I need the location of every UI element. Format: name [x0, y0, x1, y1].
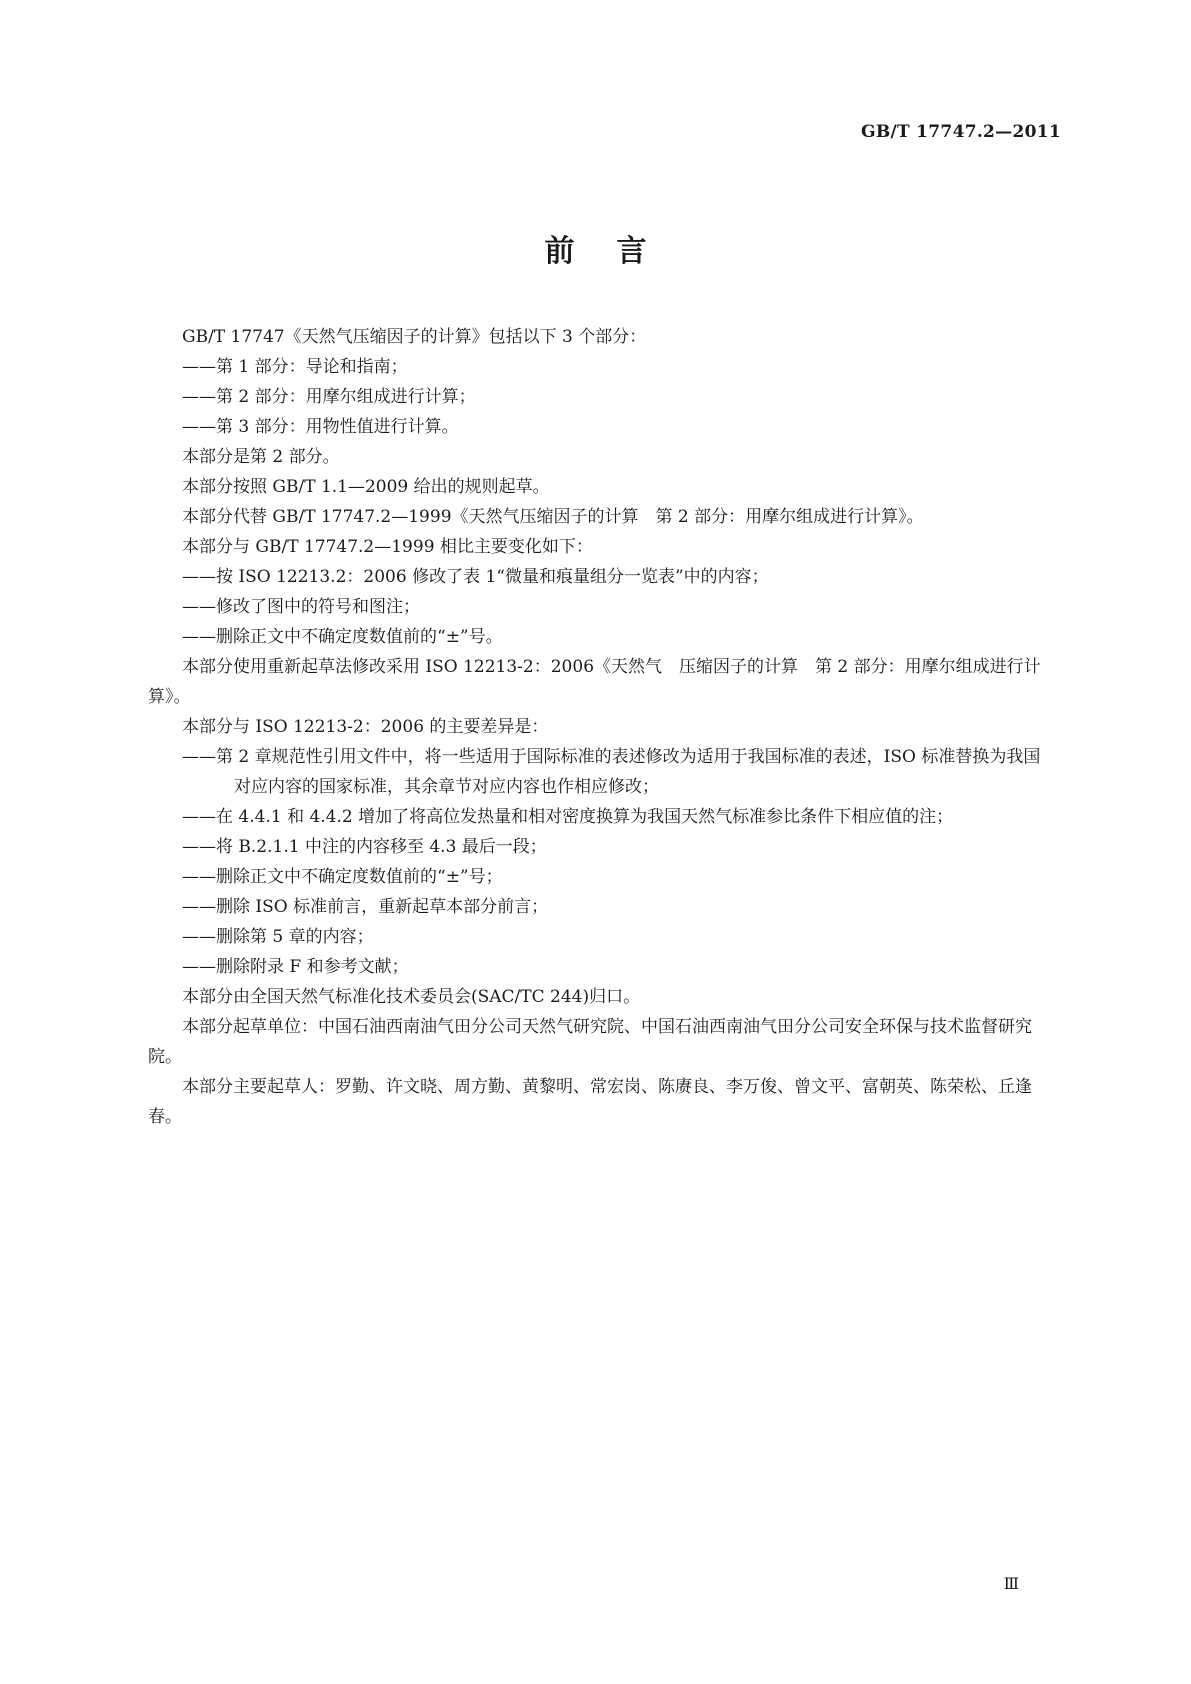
list-item: ——第 2 部分：用摩尔组成进行计算； [182, 387, 476, 407]
paragraph: 本部分是第 2 部分。 [182, 447, 340, 467]
list-item: ——删除正文中不确定度数值前的“±”号。 [182, 627, 503, 647]
standard-code: GB/T 17747.2—2011 [861, 122, 1061, 142]
list-item: ——第 2 章规范性引用文件中，将一些适用于国际标准的表述修改为适用于我国标准的表述，ISO 标准替换为我国对应内容的国家标准，其余章节对应内容也作相应修改； [182, 747, 1041, 797]
list-item: ——按 ISO 12213.2：2006 修改了表 1“微量和痕量组分一览表”中的内容； [182, 567, 769, 587]
paragraph: 本部分主要起草人：罗勤、许文晓、周方勤、黄黎明、常宏岗、陈赓良、李万俊、曾文平、富朝英、陈荣松、丘逢春。 [148, 1077, 1032, 1127]
list-item: ——第 3 部分：用物性值进行计算。 [182, 417, 459, 437]
paragraph: 本部分按照 GB/T 1.1—2009 给出的规则起草。 [182, 477, 550, 497]
page-number: Ⅲ [1003, 1574, 1019, 1593]
list-item: ——修改了图中的符号和图注； [182, 597, 420, 617]
paragraph: GB/T 17747《天然气压缩因子的计算》包括以下 3 个部分： [182, 327, 647, 347]
list-item: ——删除附录 F 和参考文献； [182, 957, 409, 977]
paragraph: 本部分使用重新起草法修改采用 ISO 12213-2：2006《天然气 压缩因子的计算 第 2 部分：用摩尔组成进行计算》。 [148, 657, 1041, 707]
paragraph: 本部分与 GB/T 17747.2—1999 相比主要变化如下： [182, 537, 593, 557]
paragraph: 本部分代替 GB/T 17747.2—1999《天然气压缩因子的计算 第 2 部分：用摩尔组成进行计算》。 [182, 507, 924, 527]
list-item: ——删除正文中不确定度数值前的“±”号； [182, 867, 503, 887]
list-item: ——将 B.2.1.1 中注的内容移至 4.3 最后一段； [182, 837, 547, 857]
foreword-body [148, 322, 1048, 1132]
list-item: ——在 4.4.1 和 4.4.2 增加了将高位发热量和相对密度换算为我国天然气标准参比条件下相应值的注； [182, 807, 954, 827]
page-title: 前言 [544, 234, 689, 269]
paragraph: 本部分由全国天然气标准化技术委员会(SAC/TC 244)归口。 [182, 987, 641, 1007]
paragraph: 本部分与 ISO 12213-2：2006 的主要差异是： [182, 717, 549, 737]
paragraph: 本部分起草单位：中国石油西南油气田分公司天然气研究院、中国石油西南油气田分公司安全环保与技术监督研究院。 [148, 1017, 1032, 1067]
list-item: ——第 1 部分：导论和指南； [182, 357, 408, 377]
list-item: ——删除第 5 章的内容； [182, 927, 374, 947]
list-item: ——删除 ISO 标准前言，重新起草本部分前言； [182, 897, 549, 917]
